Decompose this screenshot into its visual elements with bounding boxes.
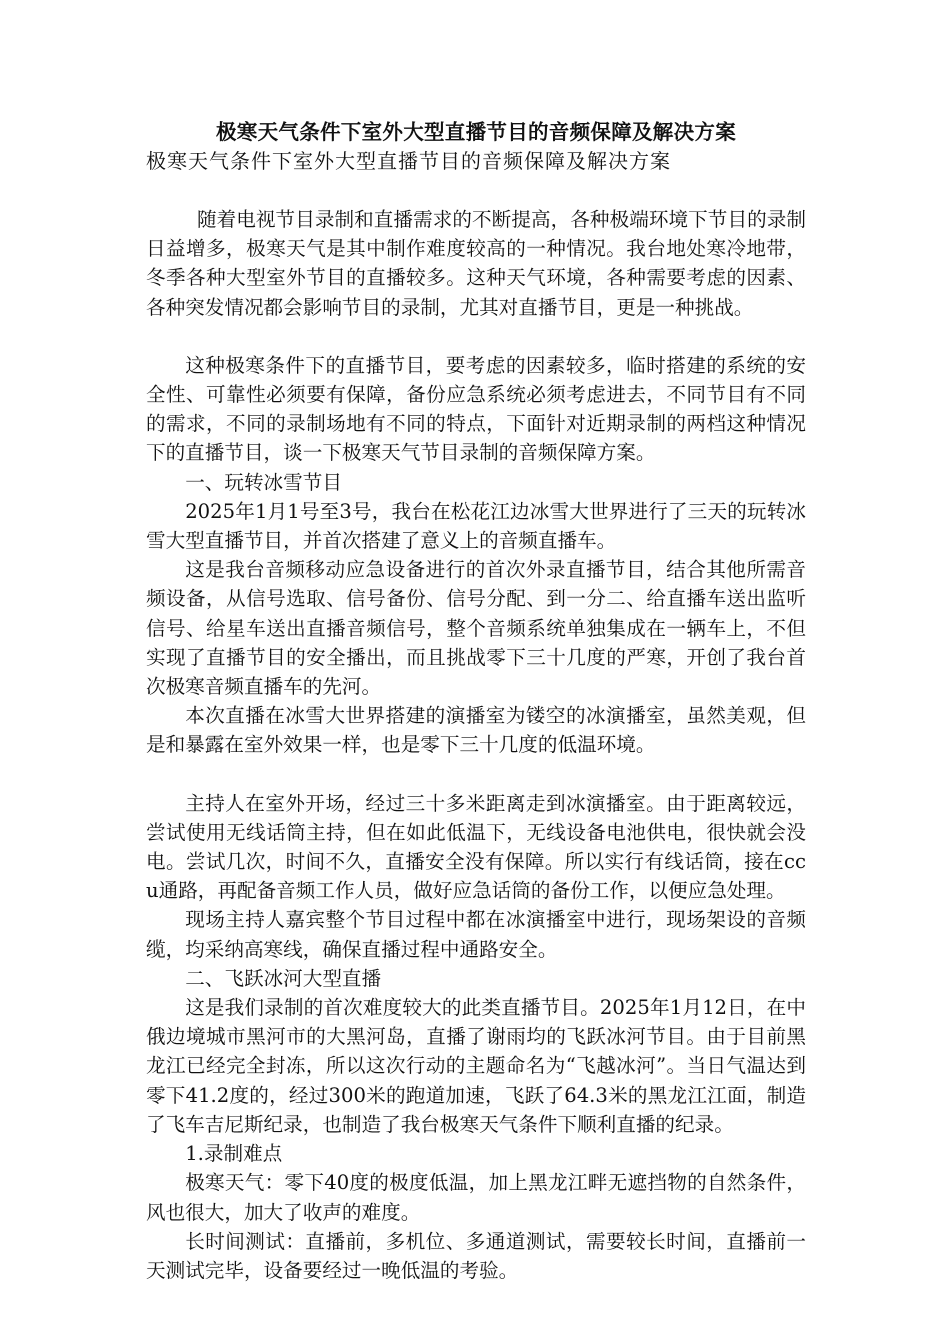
paragraph-testing: 长时间测试：直播前，多机位、多通道测试，需要较长时间，直播前一天测试完毕，设备要经过一晚低温的考验。 xyxy=(146,1229,806,1282)
paragraph-event-1: 2025年1月1号至3号，我台在松花江边冰雪大世界进行了三天的玩转冰雪大型直播节目，并首次搭建了意义上的音频直播车。 xyxy=(146,499,806,553)
spacer xyxy=(146,176,806,205)
paragraph-cold: 极寒天气：零下40度的极度低温，加上黑龙江畔无遮挡物的自然条件，风也很大，加大了收声的难度。 xyxy=(146,1171,806,1224)
section-heading-1: 一、玩转冰雪节目 xyxy=(185,470,342,494)
document-subtitle: 极寒天气条件下室外大型直播节目的音频保障及解决方案 xyxy=(146,149,671,173)
spacer xyxy=(146,760,806,789)
paragraph-ice-studio: 本次直播在冰雪大世界搭建的演播室为镂空的冰演播室，虽然美观，但是和暴露在室外效果一样，也是零下三十几度的低温环境。 xyxy=(146,704,806,757)
spacer xyxy=(146,322,806,351)
paragraph-event-2: 这是我们录制的首次难度较大的此类直播节目。2025年1月12日，在中俄边境城市黑河市的大黑河岛，直播了谢雨均的飞跃冰河节目。由于目前黑龙江已经完全封冻，所以这次行动的主题命名为“飞越冰河”。当日气温达到零下41.2度的，经过300米的跑道加速，飞跃了64.3米的黑龙江江面，制造了飞车吉尼斯纪录，也制造了我台极寒天气条件下顺利直播的纪录。 xyxy=(146,996,806,1136)
section-heading-2: 二、飞跃冰河大型直播 xyxy=(185,966,382,990)
paragraph-audio-truck: 这是我台音频移动应急设备进行的首次外录直播节目，结合其他所需音频设备，从信号选取、信号备份、信号分配、到一分二、给直播车送出监听信号、给星车送出直播音频信号，整个音频系统单独集成在一辆车上，不但实现了直播节目的安全播出，而且挑战零下三十几度的严寒，开创了我台首次极寒音频直播车的先河。 xyxy=(146,558,806,699)
document-title: 极寒天气条件下室外大型直播节目的音频保障及解决方案 xyxy=(216,120,736,144)
paragraph-intro: 随着电视节目录制和直播需求的不断提高，各种极端环境下节目的录制日益增多，极寒天气是其中制作难度较高的一种情况。我台地处寒冷地带，冬季各种大型室外节目的直播较多。这种天气环境，各种需要考虑的因素、各种突发情况都会影响节目的录制，尤其对直播节目，更是一种挑战。 xyxy=(146,208,806,319)
paragraph-cables: 现场主持人嘉宾整个节目过程中都在冰演播室中进行，现场架设的音频缆，均采纳高寒线，确保直播过程中通路安全。 xyxy=(146,908,806,961)
paragraph-host: 主持人在室外开场，经过三十多米距离走到冰演播室。由于距离较远，尝试使用无线话筒主持，但在如此低温下，无线设备电池供电，很快就会没电。尝试几次，时间不久，直播安全没有保障。所以实行有线话筒，接在ccu通路，再配备音频工作人员，做好应急话筒的备份工作，以便应急处理。 xyxy=(146,791,806,903)
paragraph-considerations: 这种极寒条件下的直播节目，要考虑的因素较多，临时搭建的系统的安全性、可靠性必须要有保障，备份应急系统必须考虑进去，不同节目有不同的需求，不同的录制场地有不同的特点，下面针对近期录制的两档这种情况下的直播节目，谈一下极寒天气节目录制的音频保障方案。 xyxy=(146,353,806,465)
document-page xyxy=(146,118,806,1285)
subsection-heading-1: 1.录制难点 xyxy=(185,1142,283,1166)
